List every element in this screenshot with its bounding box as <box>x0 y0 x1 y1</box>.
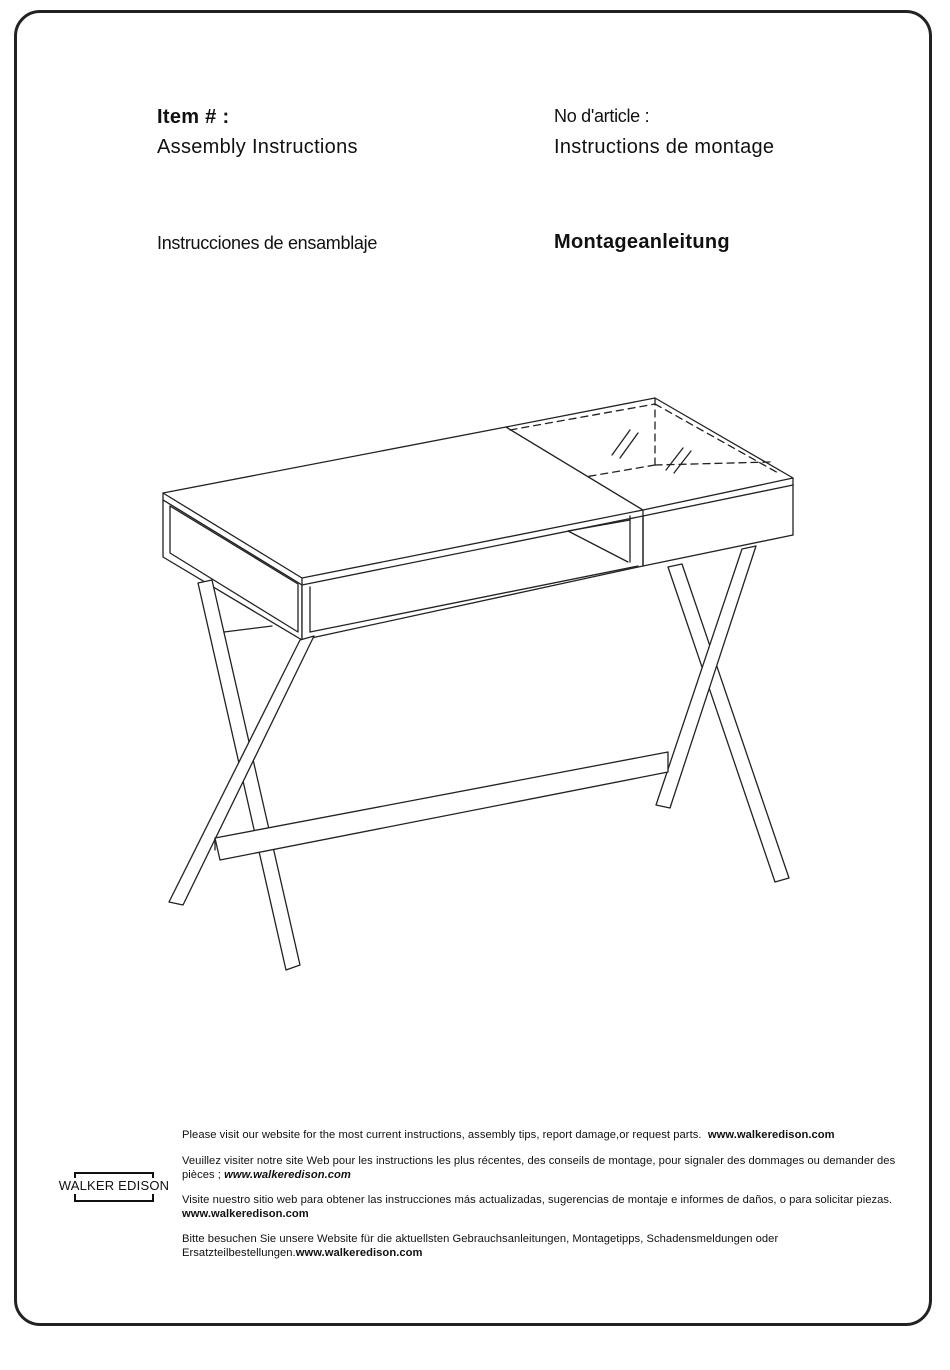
assembly-instructions-title: Assembly Instructions <box>157 136 358 158</box>
article-number-label: No d'article : <box>554 106 650 126</box>
left-x-leg <box>169 580 314 970</box>
logo-bottom-rule <box>74 1200 154 1202</box>
footer-en-url[interactable]: www.walkeredison.com <box>707 1129 835 1141</box>
logo-bottom-tick-right <box>152 1194 154 1200</box>
footer-en <box>182 1128 910 1142</box>
item-number-label: Item # : <box>157 106 230 128</box>
footer-de <box>182 1232 910 1260</box>
bottom-stretcher <box>215 752 668 860</box>
logo-top-rule <box>74 1172 154 1174</box>
logo-bottom-tick-left <box>74 1194 76 1200</box>
footer-de-url[interactable]: www.walkeredison.com <box>295 1247 423 1259</box>
instrucciones-de-ensamblaje-title: Instrucciones de ensamblaje <box>157 233 378 253</box>
right-x-leg <box>656 546 789 882</box>
montageanleitung-title: Montageanleitung <box>554 231 730 253</box>
footer-en-text: Please visit our website for the most current instructions, assembly tips, report damage,or request parts. <box>182 1129 702 1141</box>
instructions-de-montage-title: Instructions de montage <box>554 136 775 158</box>
footer-de-text: Bitte besuchen Sie unsere Website für die aktuellsten Gebrauchsanleitungen, Montagetipps, Schadensmeldungen oder Ersatzteilbestellungen. <box>182 1233 779 1259</box>
footer-es-text: Visite nuestro sitio web para obtener las instrucciones más actualizadas, sugerencias de montaje e informes de daños, o para solicitar piezas. <box>182 1194 893 1206</box>
logo-text: WALKER EDISON <box>58 1178 170 1193</box>
footer-fr-url[interactable]: www.walkeredison.com <box>224 1169 351 1181</box>
footer-es-url[interactable]: www.walkeredison.com <box>182 1208 309 1220</box>
footer-fr <box>182 1154 910 1182</box>
footer-es <box>182 1193 910 1221</box>
footer-fr-text: Veuillez visiter notre site Web pour les instructions les plus récentes, des conseils de montage, pour signaler des dommages ou demander des pièces ; <box>182 1155 896 1181</box>
walker-edison-logo <box>54 1170 174 1206</box>
